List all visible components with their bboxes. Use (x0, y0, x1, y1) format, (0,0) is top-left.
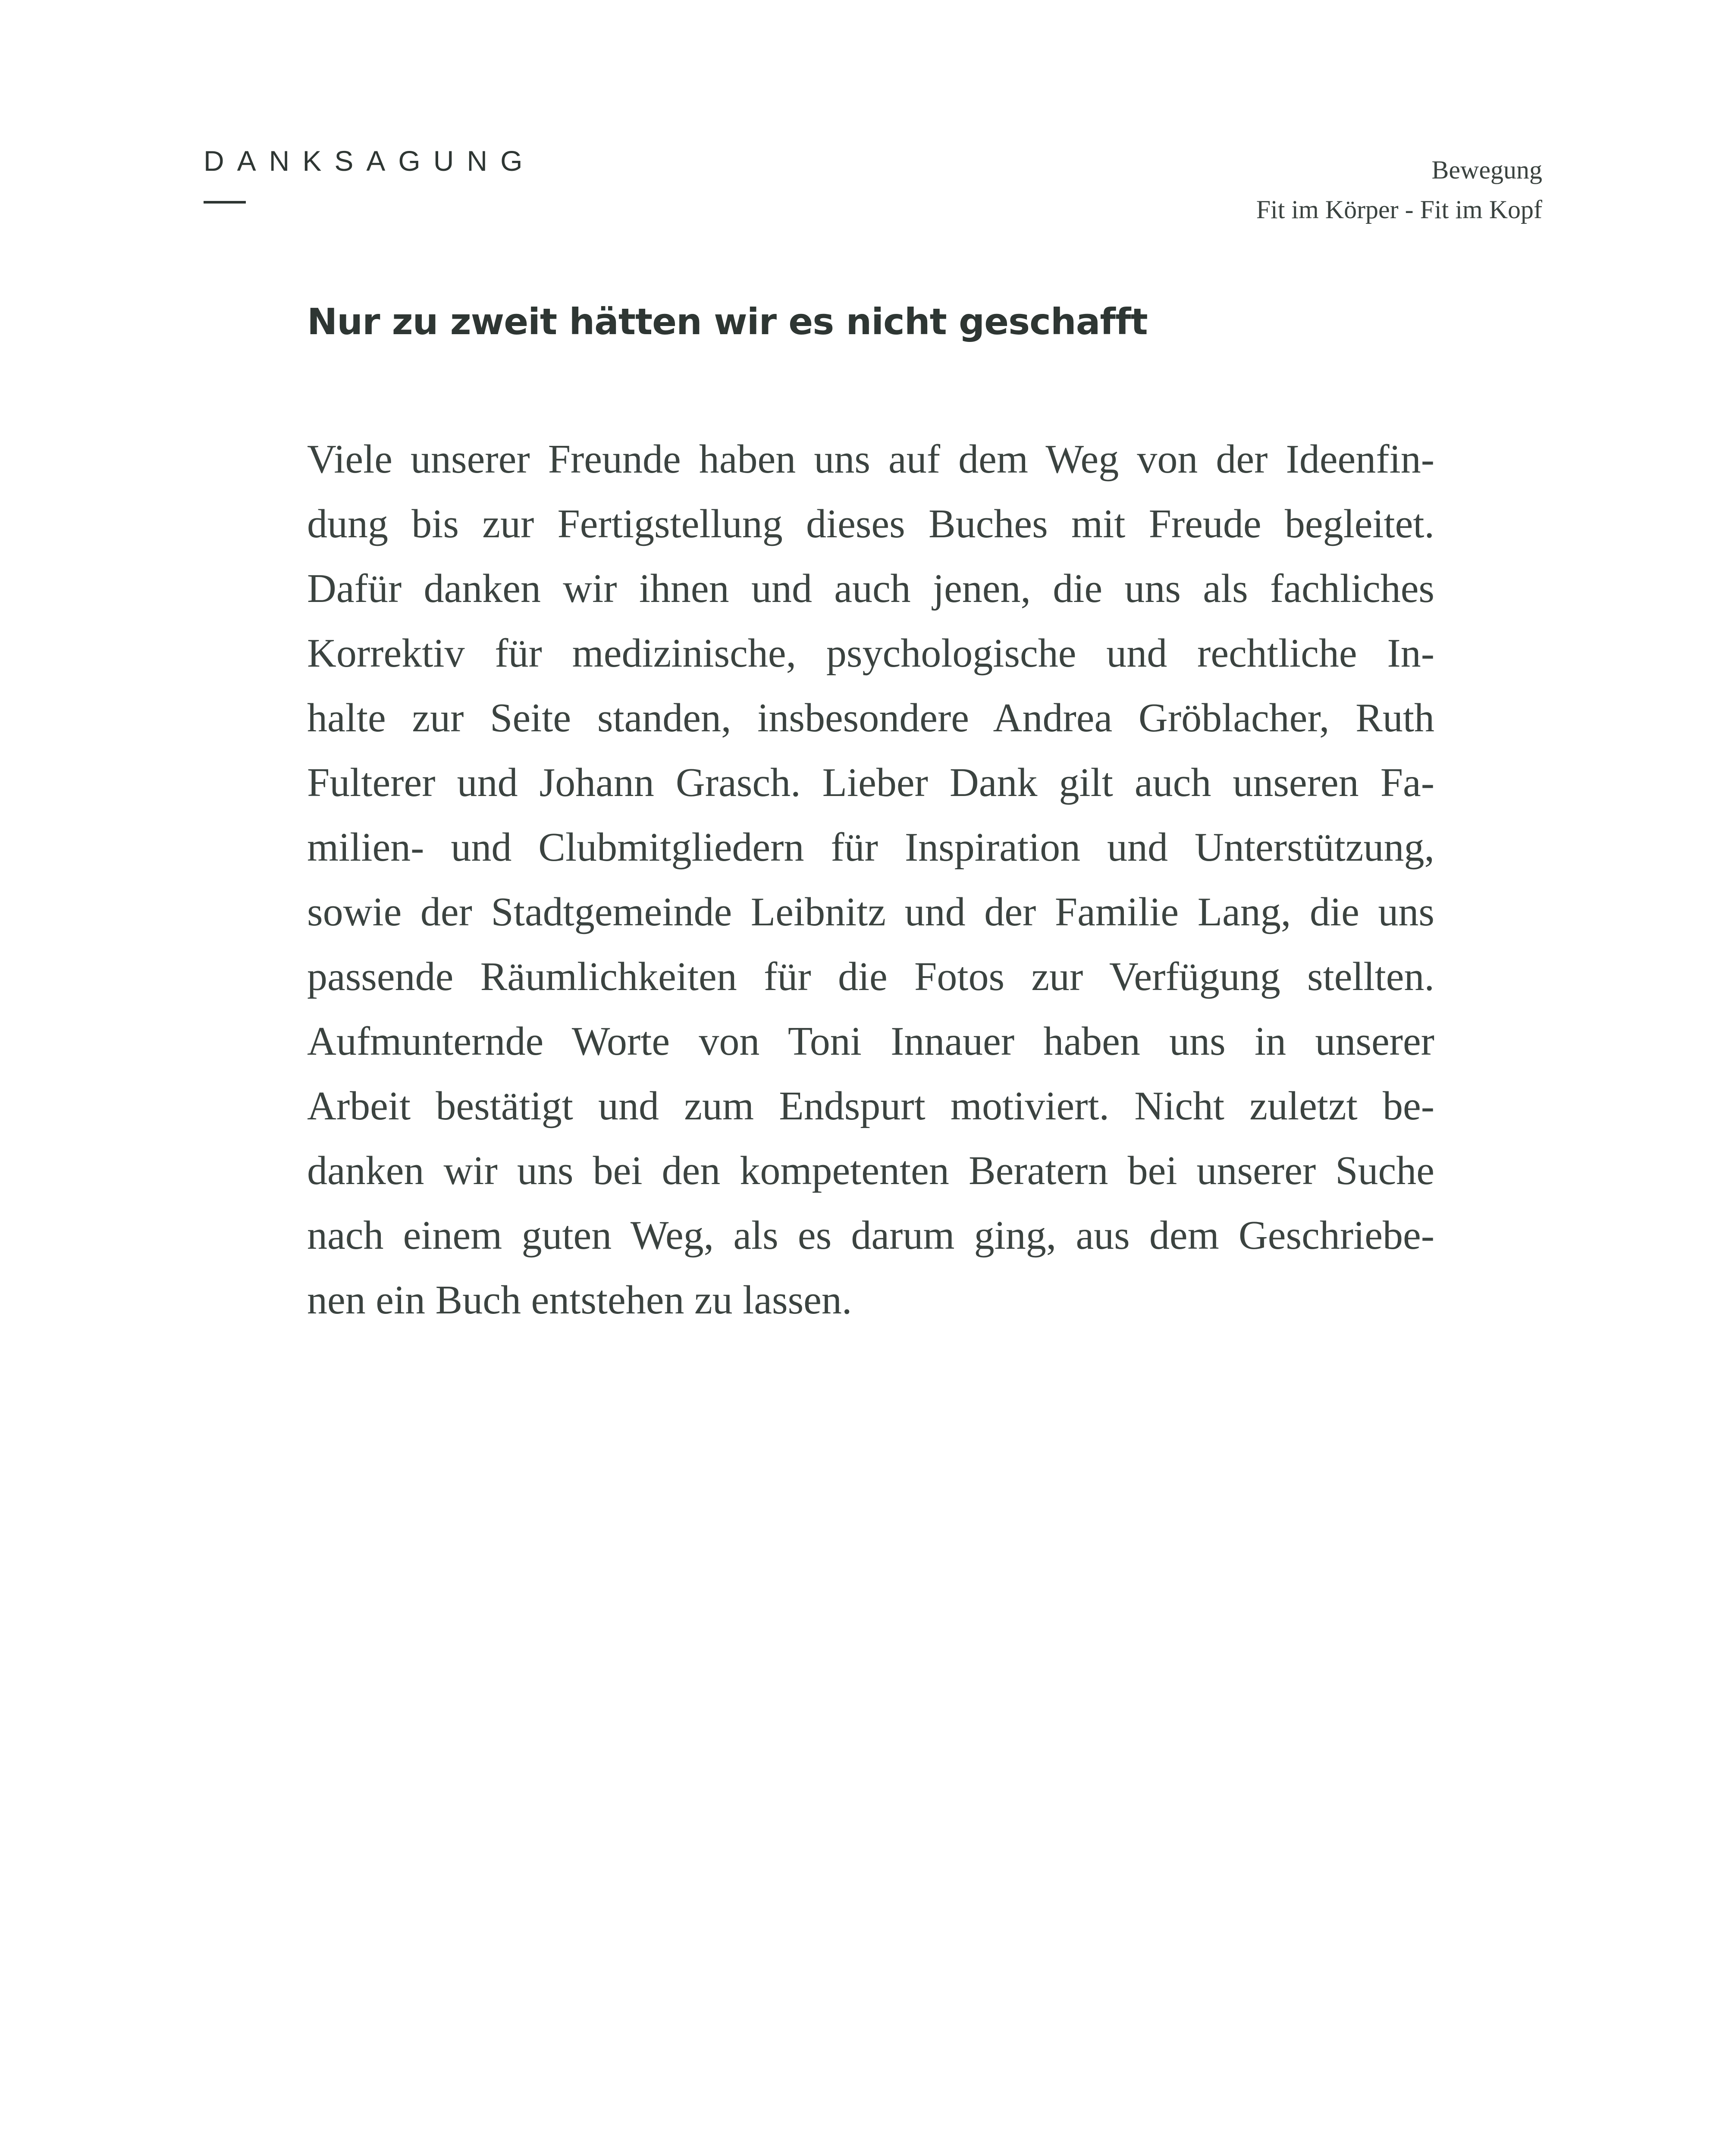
body-line: Viele unserer Freunde haben uns auf dem Weg von der Ideenfin- (307, 437, 1434, 482)
section-label: DANKSAGUNG (204, 145, 536, 177)
body-line: Dafür danken wir ihnen und auch jenen, die uns als fachliches (307, 566, 1434, 611)
body-line: Fulterer und Johann Grasch. Lieber Dank gilt auch unseren Fa- (307, 760, 1434, 805)
body-paragraph (307, 427, 1434, 1332)
running-head-subtitle: Fit im Körper - Fit im Kopf (1256, 195, 1542, 224)
body-line: Aufmunternde Worte von Toni Innauer haben uns in unserer (307, 1019, 1434, 1064)
running-head (1256, 150, 1542, 229)
body-line-last: nen ein Buch entstehen zu lassen. (307, 1278, 852, 1322)
body-line: Korrektiv für medizinische, psychologische und rechtliche In- (307, 631, 1434, 676)
body-line: dung bis zur Fertigstellung dieses Buches mit Freude begleitet. (307, 501, 1434, 546)
body-line: Arbeit bestätigt und zum Endspurt motiviert. Nicht zuletzt be- (307, 1084, 1434, 1128)
body-line: passende Räumlichkeiten für die Fotos zur Verfügung stellten. (307, 954, 1434, 999)
page-heading: Nur zu zweit hätten wir es nicht geschafft (307, 301, 1148, 343)
body-line: sowie der Stadtgemeinde Leibnitz und der Familie Lang, die uns (307, 890, 1434, 934)
body-line: halte zur Seite standen, insbesondere Andrea Gröblacher, Ruth (307, 696, 1434, 740)
body-line: nach einem guten Weg, als es darum ging, aus dem Geschriebe- (307, 1213, 1434, 1258)
section-rule (204, 201, 246, 204)
body-line: danken wir uns bei den kompetenten Beratern bei unserer Suche (307, 1148, 1434, 1193)
body-line: milien- und Clubmitgliedern für Inspiration und Unterstützung, (307, 825, 1434, 870)
running-head-title: Bewegung (1431, 156, 1542, 184)
